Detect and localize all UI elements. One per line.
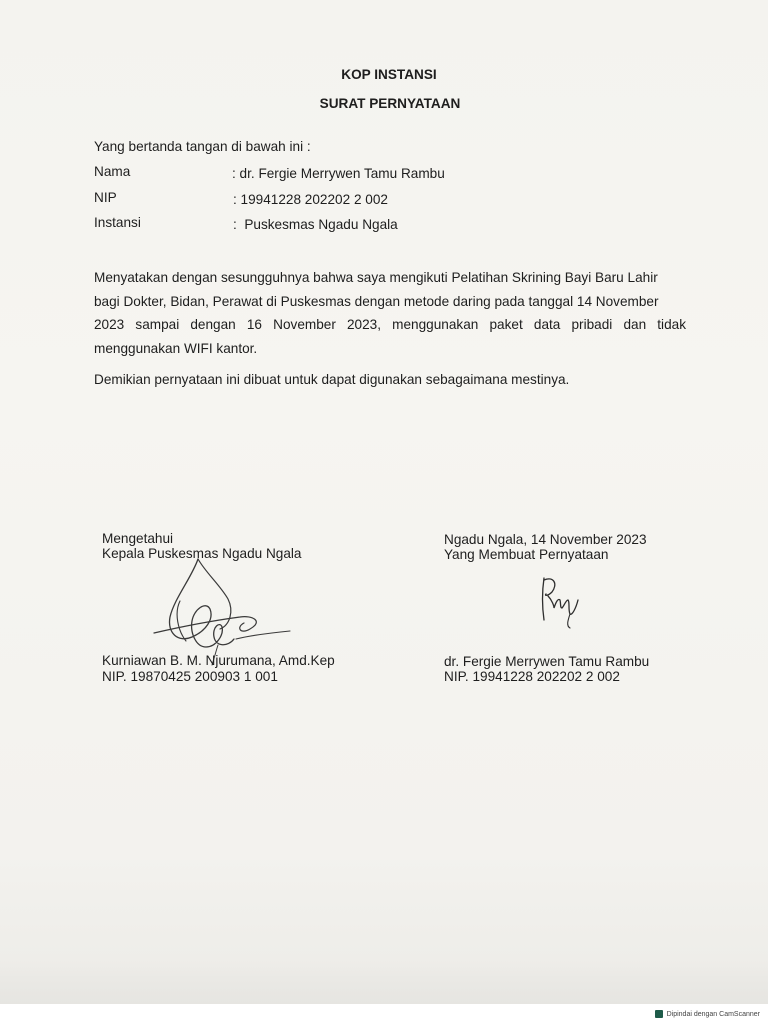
field-value-nip: : 19941228 202202 2 002 [233,192,388,207]
field-value-nama: : dr. Fergie Merrywen Tamu Rambu [232,166,445,181]
page-shadow [0,960,768,1004]
field-value-instansi: : Puskesmas Ngadu Ngala [233,217,398,232]
left-sign-acknowledged: Mengetahui [102,531,174,546]
scanner-watermark [655,1010,760,1018]
right-signatory-name: dr. Fergie Merrywen Tamu Rambu [444,654,650,669]
scanner-watermark-text: Dipindai dengan CamScanner [666,1010,760,1018]
statement-line: bagi Dokter, Bidan, Perawat di Puskesmas dengan metode daring pada tanggal 14 November [94,293,659,309]
statement-line: 2023 sampai dengan 16 November 2023, menggunakan paket data pribadi dan tidak [94,317,686,333]
camscanner-icon [655,1010,663,1018]
left-signatory-nip: NIP. 19870425 200903 1 001 [102,669,278,684]
field-label-instansi: Instansi [94,215,141,230]
statement-line: Menyatakan dengan sesungguhnya bahwa saya mengikuti Pelatihan Skrining Bayi Baru Lahir [94,270,658,285]
right-handwritten-signature [530,570,590,630]
right-sign-place-date: Ngadu Ngala, 14 November 2023 [444,532,647,547]
intro-text: Yang bertanda tangan di bawah ini : [94,139,311,154]
statement-line: menggunakan WIFI kantor. [94,341,258,357]
left-sign-position: Kepala Puskesmas Ngadu Ngala [102,546,302,561]
field-label-nip: NIP [94,190,117,205]
field-label-nama: Nama [94,164,131,179]
document-title: SURAT PERNYATAAN [319,96,461,111]
left-signatory-name: Kurniawan B. M. Njurumana, Amd.Kep [102,653,335,668]
right-sign-role: Yang Membuat Pernyataan [444,547,609,562]
closing-text: Demikian pernyataan ini dibuat untuk dapat digunakan sebagaimana mestinya. [94,372,570,387]
right-signatory-nip: NIP. 19941228 202202 2 002 [444,669,620,684]
statement-paragraph [94,266,686,361]
letterhead-title: KOP INSTANSI [341,67,437,82]
